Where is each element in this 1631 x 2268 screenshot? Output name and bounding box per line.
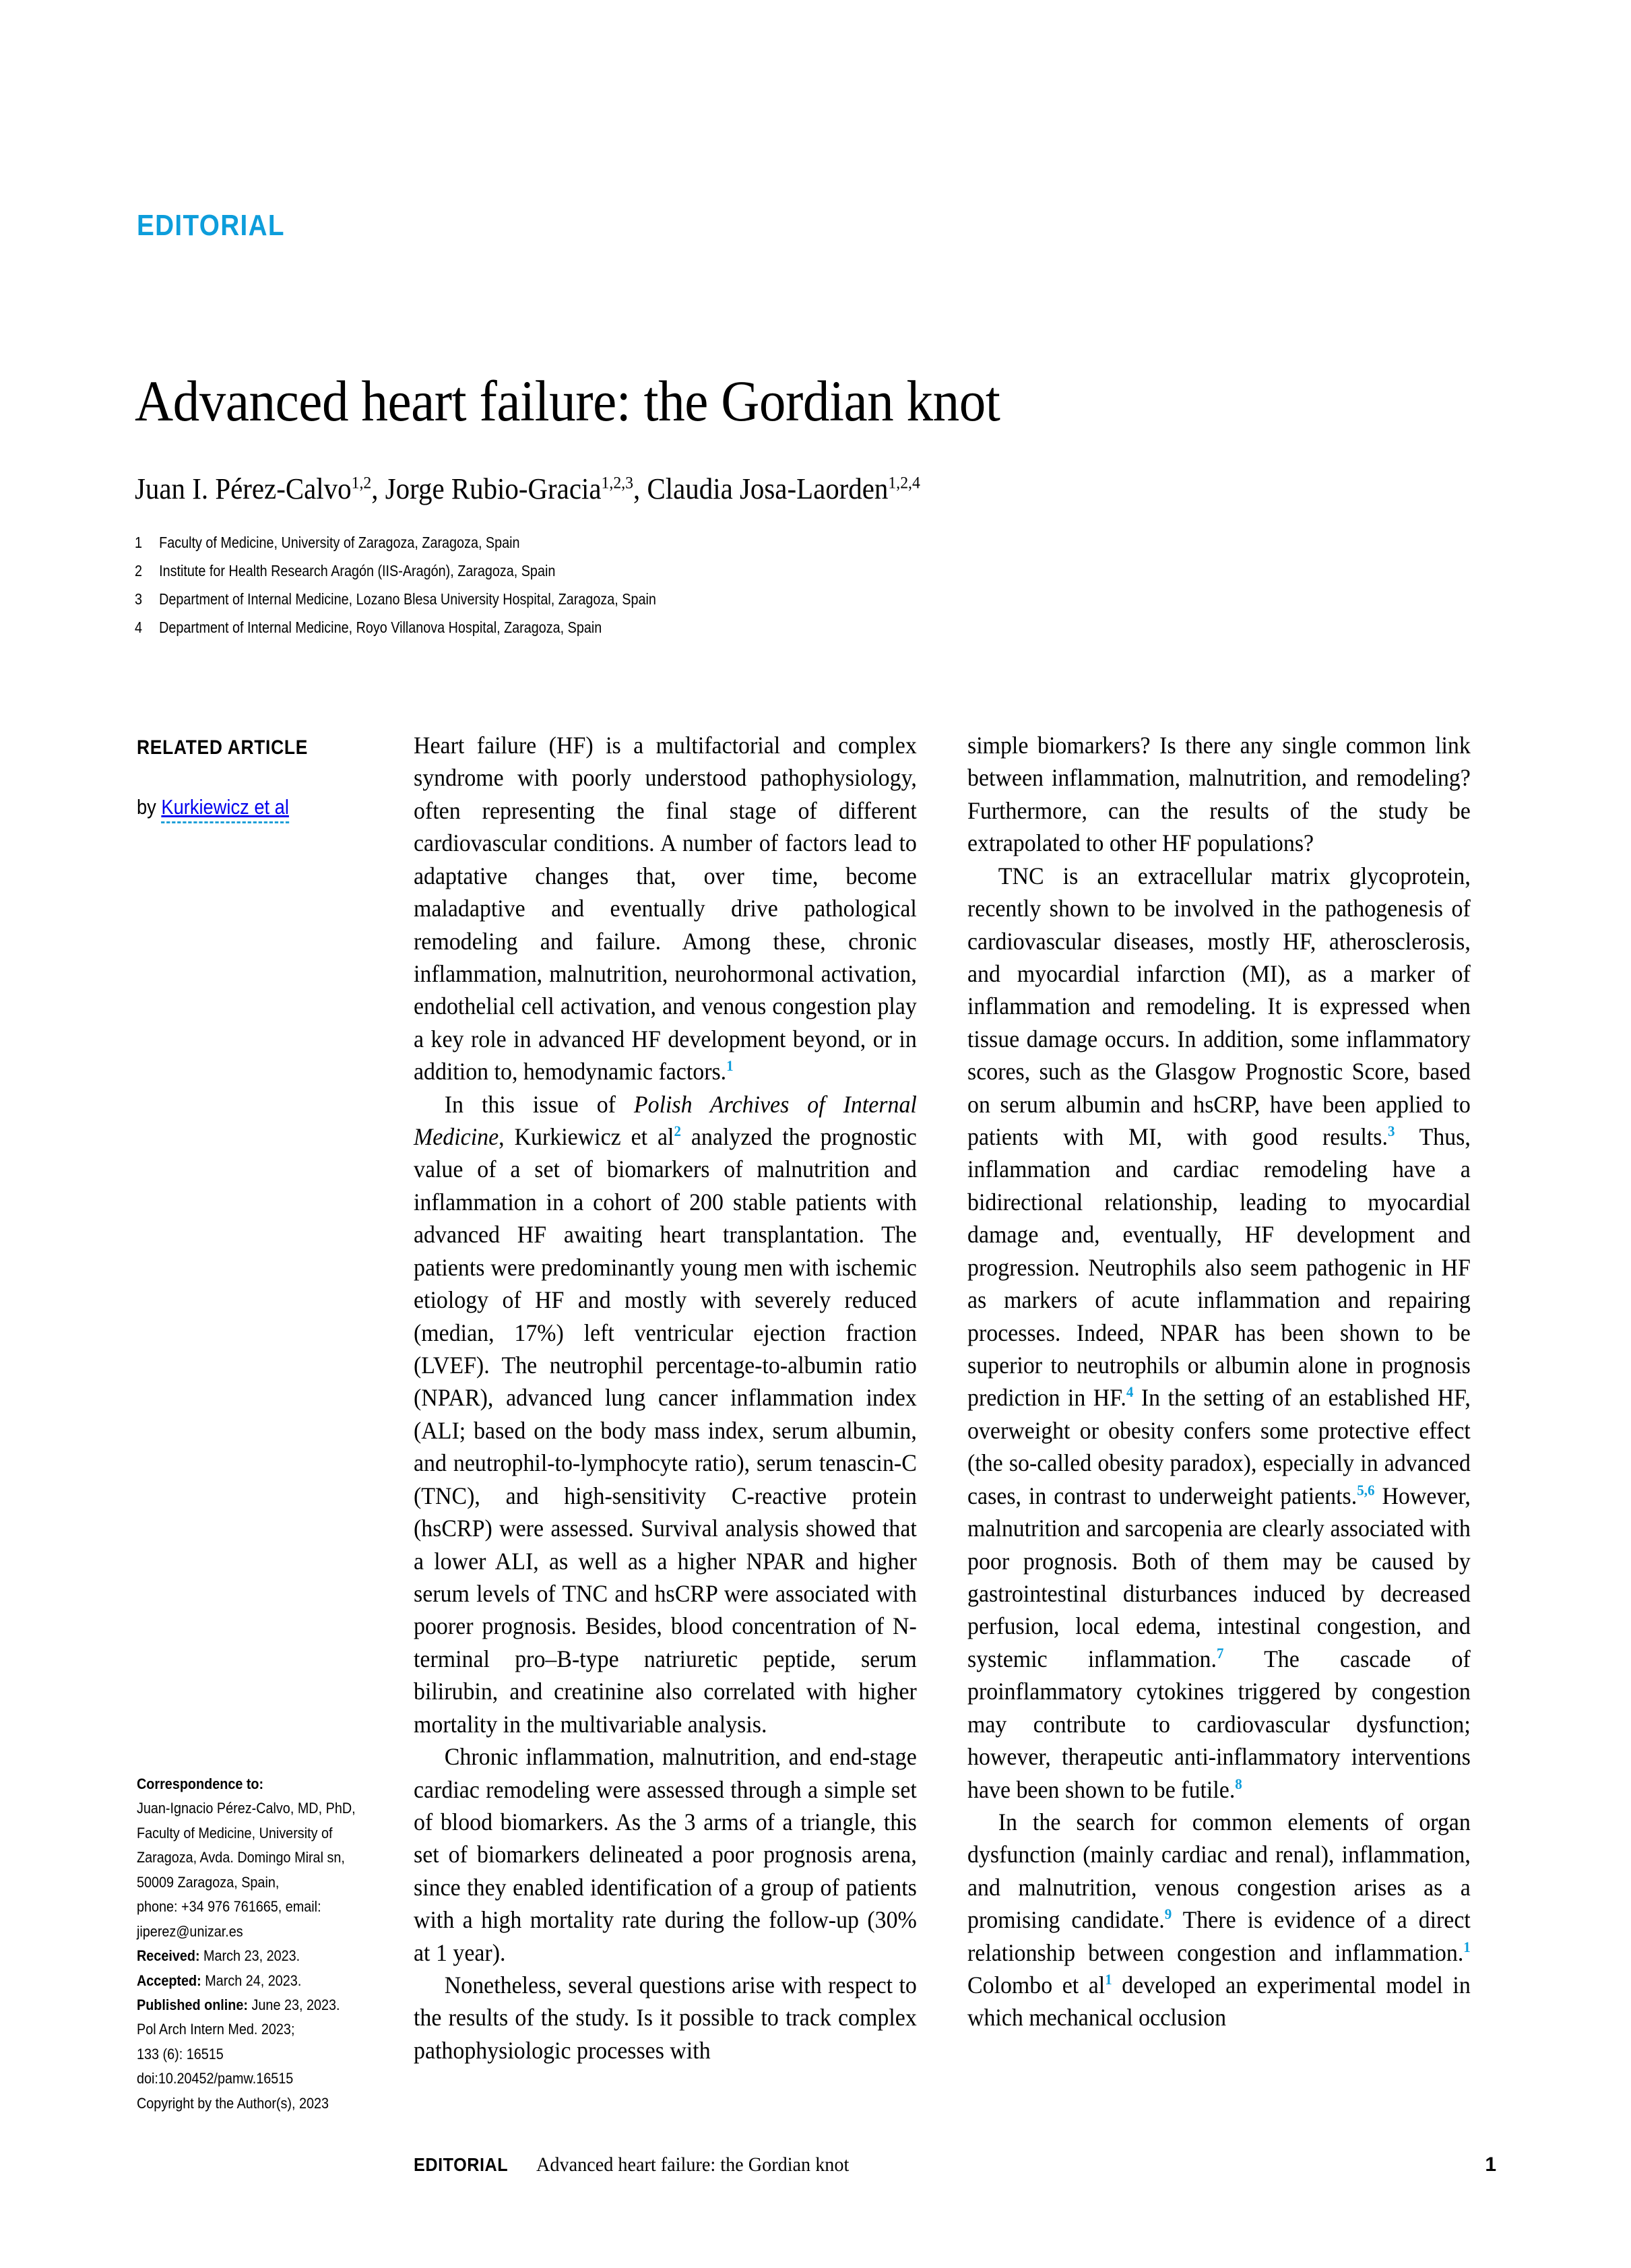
affiliation-number: 2 [135,561,143,579]
affiliation-row [135,529,1120,557]
affiliation-row [135,614,1120,642]
affiliation-number: 1 [135,534,143,551]
footer-title: Advanced heart failure: the Gordian knot [536,2153,850,2176]
journal-name: Polish Archives of Internal Medicine [414,1090,917,1151]
reference-marker[interactable]: 5,6 [1357,1481,1375,1499]
correspondence-block [137,1772,356,2116]
related-article-link[interactable]: Kurkiewicz et al [161,795,289,823]
published-line: Published online: June 23, 2023. [137,1996,340,2013]
correspondence-label: Correspondence to: [137,1775,264,1792]
affiliation-row [135,586,1120,614]
author-affiliation-marker: 1,2,4 [888,472,920,493]
author-name: Juan I. Pérez-Calvo [135,472,352,505]
reference-marker[interactable]: 2 [674,1123,681,1140]
body-paragraph: simple biomarkers? Is there any single common link between inflammation, malnutrition, and remodeling? Furthermore, can the results of the study be extrapolated to other HF populations? [967,732,1471,857]
reference-marker[interactable]: 1 [726,1057,734,1075]
copyright-line: Copyright by the Author(s), 2023 [137,2094,329,2112]
reference-marker[interactable]: 3 [1387,1123,1395,1140]
author-affiliation-marker: 1,2 [351,472,372,493]
affiliation-text: Institute for Health Research Aragón (IIS-Aragón), Zaragoza, Spain [159,561,556,579]
affiliation-text: Faculty of Medicine, University of Zaragoza, Zaragoza, Spain [159,534,520,551]
reference-marker[interactable]: 1 [1463,1938,1471,1955]
reference-marker[interactable]: 7 [1216,1644,1224,1662]
correspondence-line: 50009 Zaragoza, Spain, [137,1873,280,1891]
affiliation-text: Department of Internal Medicine, Royo Villanova Hospital, Zaragoza, Spain [159,618,602,636]
body-paragraph: In this issue of Polish Archives of Internal Medicine, Kurkiewicz et $al^2$ analyzed the prognostic value of a set of biomarkers of malnutrition and inflammation in a cohort of 200 stable patients with advanced HF awaiting heart transplantation. The patients were predominantly young men with ischemic etiology of HF and mostly with severely reduced (median, 17%) left ventricular ejection fraction (LVEF). The neutrophil percentage-to-albumin ratio (NPAR), advanced lung cancer inflammation index (ALI; based on the body mass index, serum albumin, and neutrophil-to-lymphocyte ratio), serum tenascin-C (TNC), and high-sensitivity C-reactive protein (hsCRP) were assessed. Survival analysis showed that a lower ALI, as well as a higher NPAR and higher serum levels of TNC and hsCRP were associated with poorer prognosis. Besides, blood concentration of N-terminal pro–B-type natriuretic peptide, serum bilirubin, and creatinine also correlated with higher mortality in the multivariable analysis. [414,1090,917,1738]
reference-marker[interactable]: 1 [1105,1971,1112,1988]
affiliation-row [135,557,1120,586]
related-article-byline [137,795,289,819]
received-line: Received: March 23, 2023. [137,1947,300,1965]
author-list: Juan I. Pérez-Calvo$^{1,2}$, Jorge Rubio-Gracia$^{1,2,3}$, Claudia Josa-Laorden$^{1,2,4}$ [135,472,920,505]
footer-kicker: EDITORIAL [414,2154,509,2175]
affiliation-list [135,529,1120,641]
footer-page-number: 1 [1485,2153,1496,2176]
correspondence-line: jiperez@unizar.es [137,1922,243,1940]
author-name: Jorge Rubio-Gracia [385,472,602,505]
accepted-line: Accepted: March 24, 2023. [137,1972,302,1989]
journal-volume-line: 133 (6): 16515 [137,2045,224,2062]
author-affiliation-marker: 1,2,3 [601,472,634,493]
body-paragraph: Heart failure (HF) is a multifactorial and complex syndrome with poorly understood pathophysiology, often representing the final stage of different cardiovascular conditions. A number of factors lead to adaptative changes that, over time, become maladaptive and eventually drive pathological remodeling and failure. Among these, chronic inflammation, malnutrition, neurohormonal activation, endothelial cell activation, and venous congestion play a key role in advanced HF development beyond, or in addition to, hemodynamic factors.$^1$ [414,732,917,1085]
body-paragraph: Nonetheless, several questions arise with respect to the results of the study. Is it possible to track complex pathophysiologic processes with [414,1972,917,2064]
related-by-prefix: by [137,795,162,819]
correspondence-line: Faculty of Medicine, University of [137,1824,333,1841]
reference-marker[interactable]: 4 [1126,1383,1134,1401]
correspondence-line: Juan-Ignacio Pérez-Calvo, MD, PhD, [137,1800,356,1817]
body-paragraph: Chronic inflammation, malnutrition, and end-stage cardiac remodeling were assessed through a simple set of blood biomarkers. As the 3 arms of a triangle, this set of biomarkers delineated a poor prognosis arena, since they enabled identification of a group of patients with a high mortality rate during the follow-up (30% at 1 year). [414,1743,917,1966]
correspondence-line: phone: +34 976 761665, email: [137,1898,321,1916]
correspondence-line: Zaragoza, Avda. Domingo Miral sn, [137,1849,345,1866]
body-column-1 [414,729,917,2067]
affiliation-number: 4 [135,618,143,636]
related-article-heading: RELATED ARTICLE [137,736,309,759]
affiliation-text: Department of Internal Medicine, Lozano Blesa University Hospital, Zaragoza, Spain [159,590,656,608]
doi-line: doi:10.20452/pamw.16515 [137,2070,294,2087]
page-footer [414,2153,1496,2180]
reference-marker[interactable]: 8 [1235,1775,1242,1792]
body-paragraph: In the search for common elements of organ dysfunction (mainly cardiac and renal), inflammation, and malnutrition, venous congestion arises as a promising candidate.$^9$ There is evidence of a direct relationship between congestion and inflammation.$^1$ Colombo et $al^1$ developed an experimental model in which mechanical occlusion [967,1808,1471,2031]
body-column-2 [967,729,1471,2034]
body-paragraph: TNC is an extracellular matrix glycoprotein, recently shown to be involved in the pathogenesis of cardiovascular diseases, mostly HF, atherosclerosis, and myocardial infarction (MI), as a marker of inflammation and remodeling. It is expressed when tissue damage occurs. In addition, some inflammatory scores, such as the Glasgow Prognostic Score, based on serum albumin and hsCRP, have been applied to patients with MI, with good results.$^3$ Thus, inflammation and cardiac remodeling have a bidirectional relationship, leading to myocardial damage and, eventually, HF development and progression. Neutrophils also seem pathogenic in HF as markers of acute inflammation and repairing processes. Indeed, NPAR has been shown to be superior to neutrophils or albumin alone in prognosis prediction in HF.$^4$ In the setting of an established HF, overweight or obesity confers some protective effect (the so-called obesity paradox), especially in advanced cases, in contrast to underweight patients.$^{5,6}$ However, malnutrition and sarcopenia are clearly associated with poor prognosis. Both of them may be caused by gastrointestinal disturbances induced by decreased perfusion, local edema, intestinal congestion, and systemic inflammation.$^7$ The cascade of proinflammatory cytokines triggered by congestion may contribute to cardiovascular dysfunction; however, therapeutic anti-inflammatory interventions have been shown to be futile.$^8$ [967,862,1471,1803]
author-name: Claudia Josa-Laorden [647,472,889,505]
reference-marker[interactable]: 9 [1164,1905,1172,1923]
section-kicker: EDITORIAL [137,209,285,242]
journal-citation-line: Pol Arch Intern Med. 2023; [137,2021,295,2038]
page-title: Advanced heart failure: the Gordian knot [135,368,1000,433]
affiliation-number: 3 [135,590,143,608]
